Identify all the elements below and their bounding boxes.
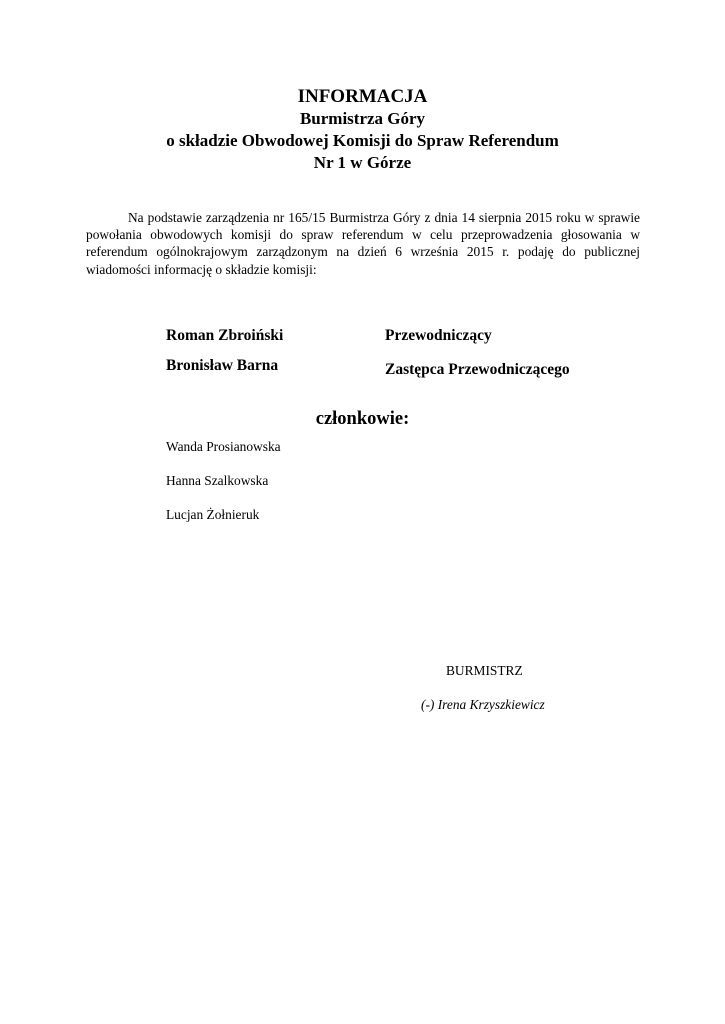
signature-role: BURMISTRZ xyxy=(446,663,523,678)
commission-number: Nr 1 w Górze xyxy=(313,153,412,172)
member-name: Lucjan Żołnieruk xyxy=(166,507,260,522)
member-name: Hanna Szalkowska xyxy=(166,473,269,488)
chairman-name: Roman Zbroiński xyxy=(166,327,284,344)
deputy-chairman-role: Zastępca Przewodniczącego xyxy=(385,361,570,378)
document-heading xyxy=(0,86,725,174)
deputy-chairman-name: Bronisław Barna xyxy=(166,357,279,374)
document-issuer: Burmistrza Góry xyxy=(299,109,426,128)
document-title: INFORMACJA xyxy=(297,86,428,107)
intro-paragraph: Na podstawie zarządzenia nr 165/15 Burmistrza Góry z dnia 14 sierpnia 2015 roku w sprawie powołania obwodowych komisji do spraw referendum w celu przeprowadzenia głosowania w referendum ogólnokrajowym zarządzonym na dzień 6 września 2015 r. podaję do publicznej wiadomości informację o składzie komisji: xyxy=(86,210,640,277)
chairman-role: Przewodniczący xyxy=(385,327,492,344)
member-name: Wanda Prosianowska xyxy=(166,439,281,454)
document-subject: o składzie Obwodowej Komisji do Spraw Referendum xyxy=(166,131,559,150)
members-heading: członkowie: xyxy=(315,409,410,429)
signature-name: (-) Irena Krzyszkiewicz xyxy=(421,697,545,712)
